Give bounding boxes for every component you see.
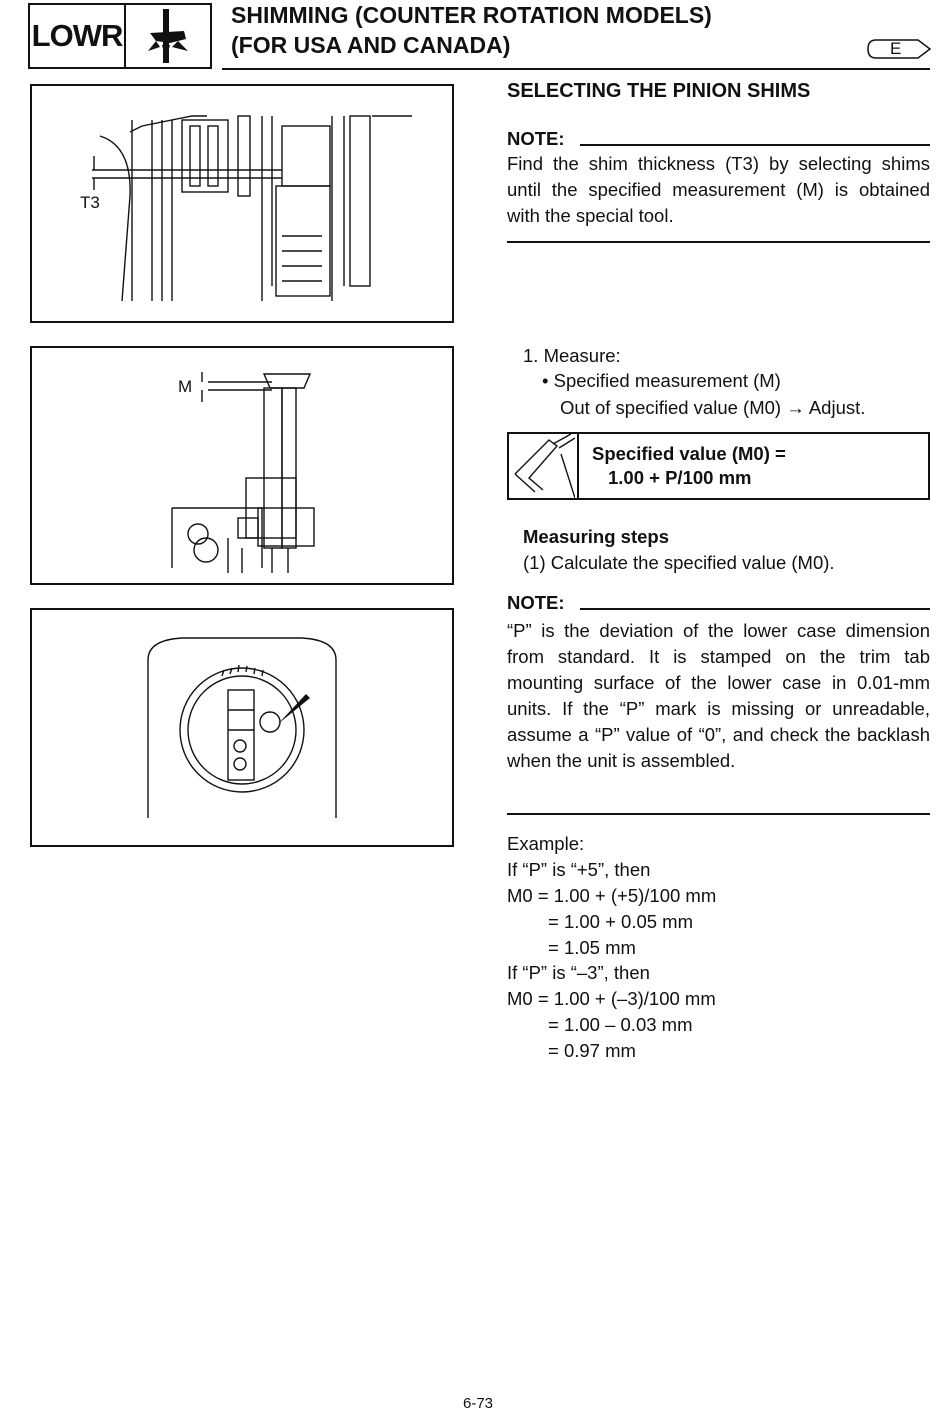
- section-tab: [28, 3, 212, 69]
- note-rule-1: [580, 144, 930, 146]
- figure-measurement-m: [30, 346, 454, 585]
- page-title: [231, 0, 712, 60]
- p-mark-drawing: [32, 610, 452, 845]
- out-of-spec-text: Out of specified value (M0) → Adjust.: [560, 397, 866, 418]
- specified-value-box: [507, 432, 930, 500]
- bullet-specified-measurement: • Specified measurement (M): [542, 370, 781, 391]
- figure-pinion-shim-t3: [30, 84, 454, 323]
- note-end-rule-1: [507, 241, 930, 243]
- spec-line-2: 1.00 + P/100 mm: [608, 467, 752, 488]
- language-code: E: [890, 39, 902, 58]
- example-line: If “P” is “+5”, then: [507, 859, 651, 880]
- example-line: = 0.97 mm: [548, 1040, 636, 1061]
- title-line-1: SHIMMING (COUNTER ROTATION MODELS): [231, 2, 712, 28]
- m-label: M: [178, 377, 193, 396]
- special-tool-drawing: [32, 348, 452, 583]
- section-heading: SELECTING THE PINION SHIMS: [507, 80, 811, 102]
- page-number: 6-73: [463, 1395, 494, 1412]
- title-line-2: (FOR USA AND CANADA): [231, 32, 511, 58]
- example-label: Example:: [507, 833, 585, 854]
- example-line: If “P” is “–3”, then: [507, 962, 650, 983]
- section-code: LOWR: [30, 5, 126, 67]
- example-line: M0 = 1.00 + (–3)/100 mm: [507, 988, 716, 1009]
- spec-text: [592, 442, 786, 490]
- language-badge: [866, 38, 932, 60]
- step-measure: 1. Measure:: [523, 345, 621, 366]
- t3-label: T3: [80, 193, 100, 212]
- note-label-1: NOTE:: [507, 128, 565, 149]
- figure-p-mark-location: [30, 608, 454, 847]
- spec-line-1: Specified value (M0) =: [592, 443, 786, 464]
- example-line: = 1.00 + 0.05 mm: [548, 911, 694, 932]
- measuring-steps-heading: Measuring steps: [523, 526, 669, 547]
- propeller-unit-icon: [126, 5, 210, 67]
- substep-calculate: (1) Calculate the specified value (M0).: [523, 552, 835, 573]
- caliper-icon: [509, 434, 579, 498]
- example-line: = 1.05 mm: [548, 937, 636, 958]
- header-rule: [222, 68, 930, 70]
- note-text-1: Find the shim thickness (T3) by selecting shims until the specified measurement (M) is obtained with the special tool.: [507, 153, 930, 226]
- pinion-shim-drawing: [32, 86, 452, 321]
- note-label-2: NOTE:: [507, 592, 565, 613]
- note-rule-2: [580, 608, 930, 610]
- example-line: = 1.00 – 0.03 mm: [548, 1014, 693, 1035]
- example-line: M0 = 1.00 + (+5)/100 mm: [507, 885, 717, 906]
- note-end-rule-2: [507, 813, 930, 815]
- note-text-2: “P” is the deviation of the lower case dimension from standard. It is stamped on the trim tab mounting surface of the lower case in 0.01-mm units. If the “P” mark is missing or unreadable, assume a “P” value of “0”, and check the backlash when the unit is assembled.: [507, 620, 930, 771]
